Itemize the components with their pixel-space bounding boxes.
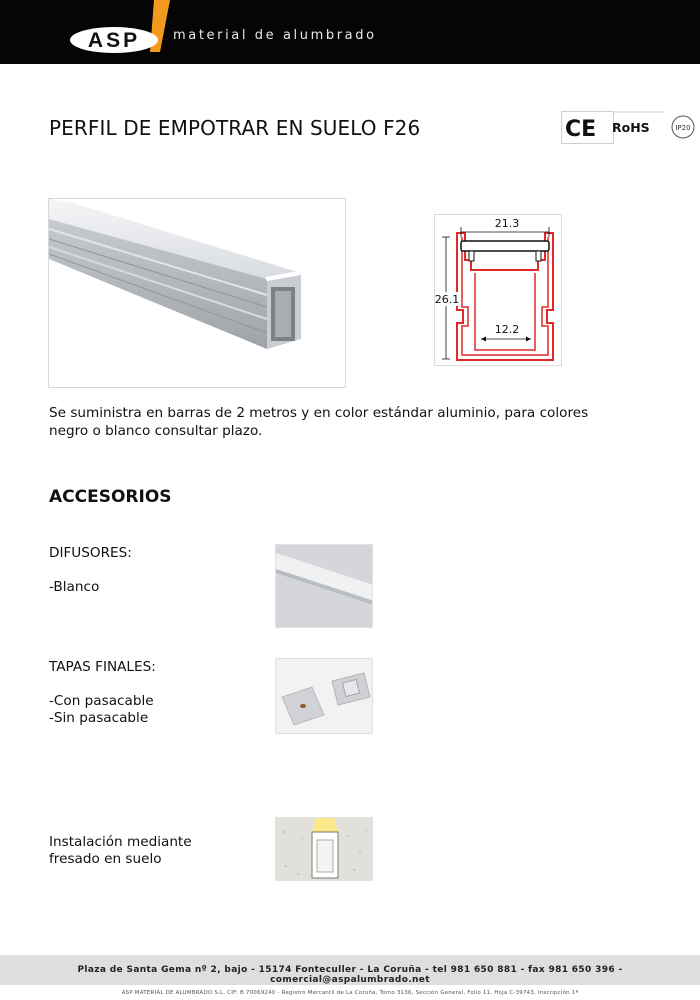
product-photo — [48, 198, 346, 388]
end-caps-image — [276, 659, 373, 734]
tapas-item: -Con pasacable — [49, 693, 154, 709]
ip-mark: IP20 — [675, 124, 691, 132]
diffuser-image — [276, 545, 373, 628]
installation-line: Instalación mediante — [49, 834, 192, 850]
profile-section-drawing — [435, 215, 563, 367]
end-caps-thumbnail — [275, 658, 373, 734]
page-header — [0, 0, 700, 64]
tapas-block — [49, 659, 156, 727]
difusores-item: -Blanco — [49, 579, 100, 595]
width-dimension: 21.3 — [494, 217, 520, 230]
height-dimension: 26.1 — [435, 293, 460, 306]
installation-line: fresado en suelo — [49, 851, 162, 867]
footer-contact: Plaza de Santa Gema nº 2, bajo - 15174 Fonteculler - La Coruña - tel 981 650 881 - fax 981 650 396 - comercial@aspalumbrado.net — [77, 965, 623, 985]
tapas-item: -Sin pasacable — [49, 710, 149, 726]
installation-thumbnail — [275, 817, 373, 881]
ce-mark: CE — [565, 117, 597, 142]
accessories-heading: ACCESORIOS — [49, 487, 172, 507]
product-description — [49, 404, 649, 440]
asp-logo — [66, 0, 186, 56]
inner-dimension: 12.2 — [494, 323, 520, 336]
header-tagline: material de alumbrado — [173, 28, 377, 43]
page-title: PERFIL DE EMPOTRAR EN SUELO F26 — [49, 116, 421, 140]
profile-photo-illustration — [49, 199, 346, 388]
svg-text:ASP: ASP — [87, 29, 141, 52]
difusores-title: DIFUSORES: — [49, 545, 132, 561]
description-line: Se suministra en barras de 2 metros y en color estándar aluminio, para colores — [49, 405, 589, 421]
installation-block — [49, 834, 192, 868]
difusor-thumbnail — [275, 544, 373, 628]
rohs-mark: RoHS — [612, 120, 650, 135]
certification-marks — [561, 111, 700, 145]
installation-image — [276, 818, 373, 881]
footer-legal: ASP MATERIAL DE ALUMBRADO S.L. CIF: B 70069240 - Registro Mercantil de La Coruña, Tomo 3136, Sección General, Folio 11, Hoja C-39743, Inscripción 1ª — [121, 990, 579, 996]
difusores-block — [49, 545, 132, 596]
description-line: negro o blanco consultar plazo. — [49, 423, 263, 439]
technical-drawing — [434, 214, 562, 366]
tapas-title: TAPAS FINALES: — [49, 659, 156, 675]
